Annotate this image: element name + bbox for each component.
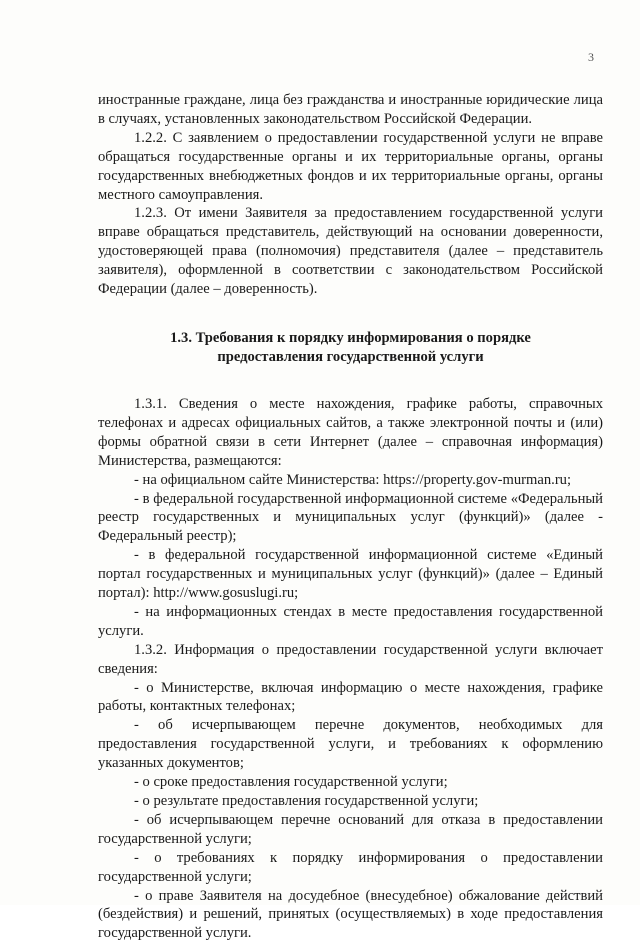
list-item-appeal-right: - о праве Заявителя на досудебное (внесудебное) обжалование действий (бездействия) и решений, принятых (осуществляемых) в ходе предоставления государственной услуги.	[98, 887, 603, 942]
section-heading-1-3	[98, 329, 603, 367]
list-item-term: - о сроке предоставления государственной услуги;	[134, 774, 448, 791]
list-item-result: - о результате предоставления государственной услуги;	[134, 793, 479, 809]
list-item-refusal-grounds: - об исчерпывающем перечне оснований для отказа в предоставлении государственной услуги;	[98, 811, 603, 847]
list-item-federal-registry: - в федеральной государственной информационной системе «Федеральный реестр государственных и муниципальных услуг (функций)» (далее - Федеральный реестр);	[98, 490, 603, 545]
paragraph-1-3-1: 1.3.1. Сведения о месте нахождения, графике работы, справочных телефонах и адресах официальных сайтов, а также электронной почты и (или) формы обратной связи в сети Интернет (далее – справочная информация) Министерства, размещаются:	[98, 395, 603, 469]
paragraph-1-2-2: 1.2.2. С заявлением о предоставлении государственной услуги не вправе обращаться государственные органы и их территориальные органы, органы государственных внебюджетных фондов и их территориальные органы, органы местного самоуправления.	[98, 129, 603, 203]
page-number: 3	[588, 50, 594, 64]
list-item-info-stands: - на информационных стендах в месте предоставления государственной услуги.	[98, 603, 603, 639]
paragraph-1-3-2: 1.3.2. Информация о предоставлении государственной услуги включает сведения:	[98, 641, 603, 677]
list-item-informing-requirements: - о требованиях к порядку информирования о предоставлении государственной услуги;	[98, 849, 603, 885]
list-item-unified-portal: - в федеральной государственной информационной системе «Единый портал государственных и муниципальных услуг (функций)» (далее – Единый портал): http://www.gosuslugi.ru;	[98, 547, 603, 602]
paragraph-continuation: иностранные граждане, лица без гражданства и иностранные юридические лица в случаях, установленных законодательством Российской Федерации.	[98, 92, 603, 127]
paragraph-1-2-3: 1.2.3. От имени Заявителя за предоставлением государственной услуги вправе обращаться представитель, действующий на основании доверенности, удостоверяющей права (полномочия) представителя (далее – представитель заявителя), оформленной в соответствии с законодательством Российской Федерации (далее – доверенность).	[98, 205, 603, 298]
section-heading-line-2: предоставления государственной услуги	[217, 348, 484, 365]
document-body	[98, 91, 603, 943]
list-item-official-site: - на официальном сайте Министерства: https://property.gov-murman.ru;	[134, 471, 572, 488]
list-item-ministry-info: - о Министерстве, включая информацию о месте нахождения, графике работы, контактных телефонах;	[98, 679, 603, 715]
list-item-documents: - об исчерпывающем перечне документов, необходимых для предоставления государственной услуги, и требованиях к оформлению указанных документов;	[98, 717, 603, 772]
section-heading-line-1: 1.3. Требования к порядку информирования о порядке	[170, 329, 531, 346]
